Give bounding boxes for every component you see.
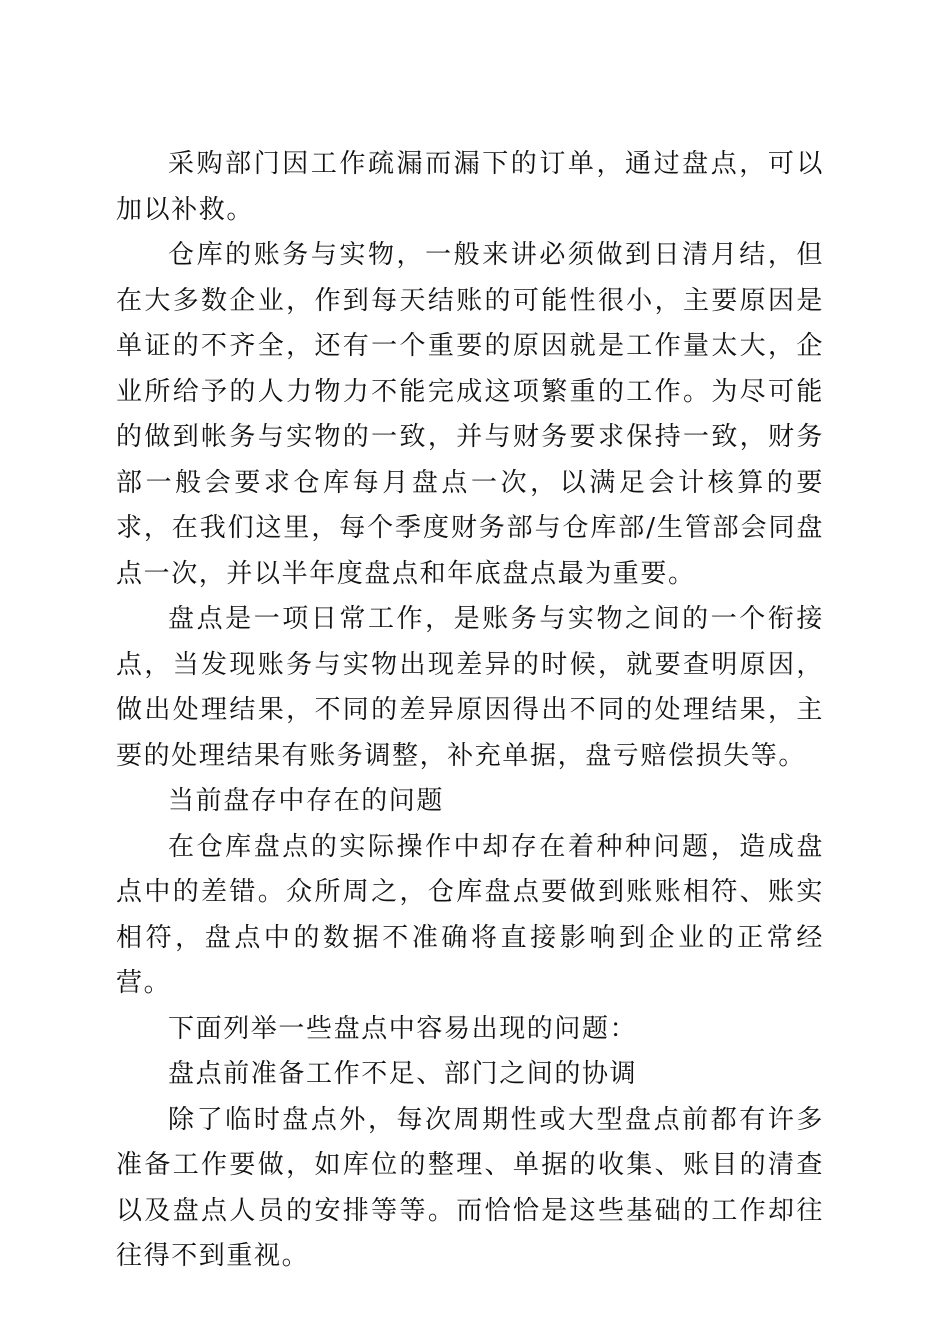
paragraph-purchasing-remedy: 采购部门因工作疏漏而漏下的订单，通过盘点，可以加以补救。 (116, 149, 824, 225)
paragraph-inventory-daily-work: 盘点是一项日常工作，是账务与实物之间的一个衔接点，当发现账务与实物出现差异的时候，就要查明原因，做出处理结果，不同的差异原因得出不同的处理结果，主要的处理结果有账务调整，补充单据，盘亏赔偿损失等。 (116, 604, 824, 771)
paragraph-operational-problems: 在仓库盘点的实际操作中却存在着种种问题，造成盘点中的差错。众所周之，仓库盘点要做到账账相符、账实相符，盘点中的数据不准确将直接影响到企业的正常经营。 (116, 831, 824, 998)
document-body (116, 142, 824, 1280)
paragraph-preparation-work: 除了临时盘点外，每次周期性或大型盘点前都有许多准备工作要做，如库位的整理、单据的收集、账目的清查以及盘点人员的安排等等。而恰恰是这些基础的工作却往往得不到重视。 (116, 1104, 824, 1271)
paragraph-warehouse-accounts: 仓库的账务与实物，一般来讲必须做到日清月结，但在大多数企业，作到每天结账的可能性很小，主要原因是单证的不齐全，还有一个重要的原因就是工作量太大，企业所给予的人力物力不能完成这项繁重的工作。为尽可能的做到帐务与实物的一致，并与财务要求保持一致，财务部一般会要求仓库每月盘点一次，以满足会计核算的要求，在我们这里，每个季度财务部与仓库部/生管部会同盘点一次，并以半年度盘点和年底盘点最为重要。 (116, 240, 824, 589)
section-heading-current-problems: 当前盘存中存在的问题 (168, 786, 445, 816)
paragraph-list-intro: 下面列举一些盘点中容易出现的问题： (168, 1013, 638, 1044)
section-heading-preparation: 盘点前准备工作不足、部门之间的协调 (168, 1059, 638, 1089)
